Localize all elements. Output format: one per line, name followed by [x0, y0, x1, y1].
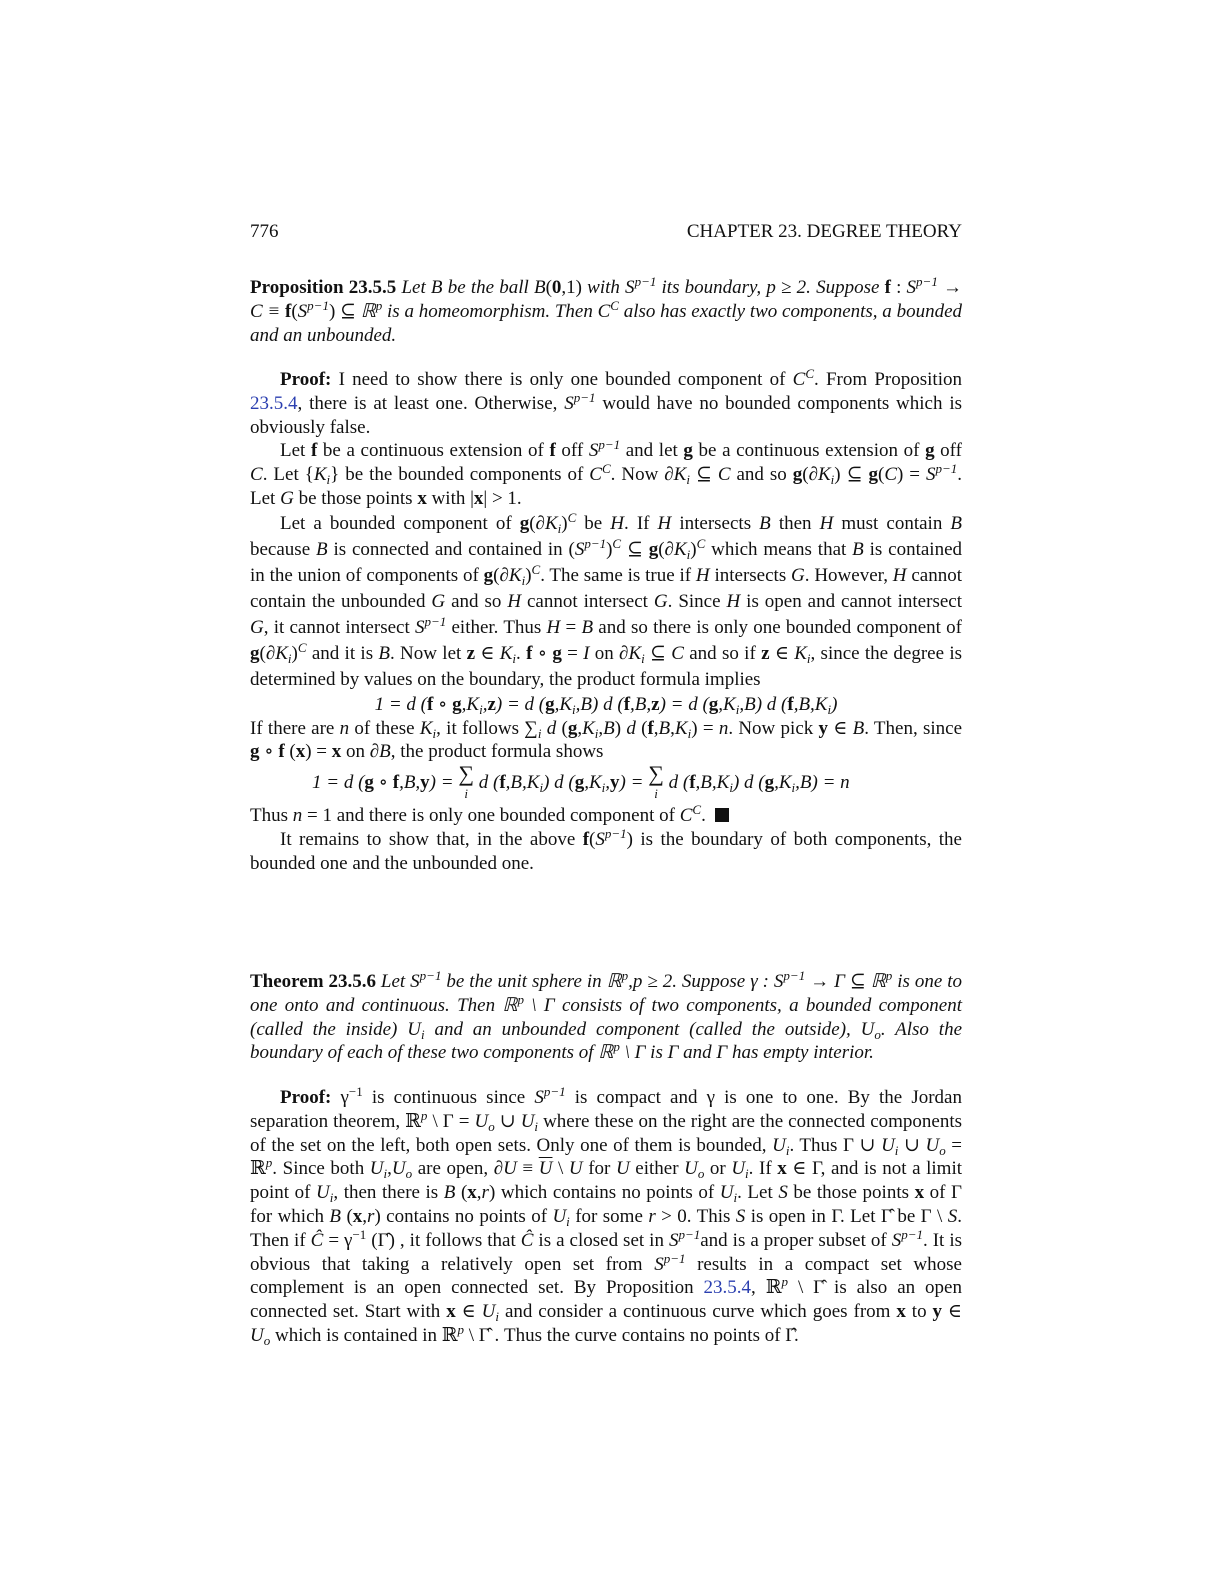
theorem-proposition-link[interactable]: 23.5.4 [703, 1277, 752, 1299]
theorem-block: Theorem 23.5.6 Let $S^{p-1}$ be the unit sphere in ℝ$^p$,p ≥ 2. Suppose γ : $S^{p-1} \to \Gamma$ ⊆ ℝ$^p$ is one to one onto and continuous. Then ℝ$^p$ \ Γ consists of two components, a bounded component (called the inside) $U_i$ and an unbounded component (called the outside), $U_o$. Also the boundary of each of these two components of ℝ$^p$ \ Γ is Γ and Γ has empty interior. [250, 968, 963, 1064]
proposition-block: Proposition 23.5.5 Let B be the ball B(0,1) with $S^{p-1}$ its boundary, p ≥ 2. Suppose f : $S^{p-1} \to C \equiv f(S^{p-1})$ ⊆ ℝ$^p$ is a homeomorphism. Then $C^C$ also has exactly two components, a bounded and an unbounded. [250, 274, 963, 346]
theorem-proof: Proof: $\gamma^{-1}$ is continuous since $S^{p-1}$ is compact and γ is one to one. By the Jordan separation theorem, ℝ$^p$ \ $\Gamma = U_o$ ∪ $U_i$ where these on the right are the connected components of the set on the left, both open sets. Only one of them is bounded, $U_i$. Thus Γ ∪ $U_i$ ∪ $U_o$ = ℝ$^p$. Since both $U_i,U_o$ are open, $\partial U \equiv \overline{U}$ \ U for U either $U_o$ or $U_i$. If x ∈ Γ, and is not a limit point of $U_i$, then there is B (x,r) which contains no points of $U_i$. Let S be those points x of Γ for which B (x,r) contains no points of $U_i$ for some r > 0. This S is open in Γ. Let Γ̂ be Γ \ S. Then if Ĉ = $\gamma^{-1}$ (Γ̂) , it follows that Ĉ is a closed set in $S^{p-1}and$ is a proper subset of $S^{p-1}$. It is obvious that taking a relatively open set from $S^{p-1}$ results in a compact set whose complement is an open connected set. By Proposition 23.5.4, ℝ$^p$ \ Γ̂ is also an open connected set. Start with x ∈ $U_i$ and consider a continuous curve which goes from x to y ∈ $U_o$ which is contained in ℝ$^p$ \ Γ̂ . Thus the curve contains no points of Γ̂. [250, 1084, 963, 1348]
page-number: 776 [250, 221, 279, 242]
proof-label-2: Proof: [280, 1087, 332, 1108]
proposition-proof: Proof: I need to show there is only one bounded component of $C^C$. From Proposition 23.5.4, there is at least one. Otherwise, $S^{p-1}$ would have no bounded components which is obviously false. Let f be a continuous extension of f off $S^{p-1}$ and let g be a continuous extension of g off C. Let $\{K_i\}$ be the bounded components of $C^C$. Now $\partial K_i$ ⊆ C and so $g(\partial K_i)$ ⊆ $g(C) = S^{p-1}$. Let G be those points x with |x| > 1. Let a bounded component of $g(\partial K_i)^C$ be H. If H intersects B then H must contain B because B is connected and contained in $(S^{p-1})^C$ ⊆ $g(\partial K_i)^C$ which means that B is contained in the union of components of $g(\partial K_i)^C$. The same is true if H intersects G. However, H cannot contain the unbounded G and so H cannot intersect G. Since H is open and cannot intersect G, it cannot intersect $S^{p-1}$ either. Thus H = B and so there is only one bounded component of $g(\partial K_i)^C$ and it is B. Now let z ∈ $K_i$. f ∘ g = I on $\partial K_i$ ⊆ C and so if z ∈ $K_i$, since the degree is determined by values on the boundary, the product formula implies 1 = d (f ∘ $g,K_i,z) = d$ $(g,K_i,B)$ d (f,B,z) = d $(g,K_i,B)$ d $(f,B,K_i)$ If there are n of these $K_i$, it follows $\sum_i$ d $(g,K_i,B)$ d $(f,B,K_i) = n$. Now pick y ∈ B. Then, since g ∘ f (x) = x on ∂B, the product formula shows 1 = d (g ∘ f,B,y) = ∑ i d $(f,B,K_i)$ d $(g,K_i,y)$ = ∑ i d $(f,B,K_i)$ d $(g,K_i,B) = n$ Thus n = 1 and there is only one bounded component of $C^C$. It remains to show that, in the above $f(S^{p-1})$ is the boundary of both components, the bounded one and the unbounded one. [250, 366, 963, 874]
proof-label: Proof: [280, 369, 332, 390]
proposition-label: Proposition 23.5.5 [250, 277, 397, 298]
theorem-label: Theorem 23.5.6 [250, 971, 376, 992]
proposition-link[interactable]: 23.5.4 [250, 392, 298, 414]
qed-square-icon [715, 808, 729, 822]
running-header: CHAPTER 23. DEGREE THEORY [686, 221, 962, 242]
